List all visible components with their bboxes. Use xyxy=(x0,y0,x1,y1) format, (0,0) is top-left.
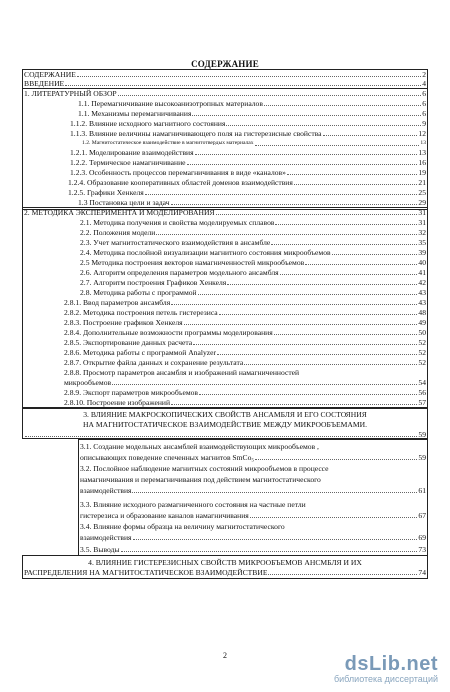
toc-entry-page: 67 xyxy=(418,511,426,520)
toc-entry-page: 52 xyxy=(418,338,426,347)
toc-entry-page: 61 xyxy=(418,486,426,495)
toc-entry-label: намагничивания и перемагничивания под действием магнитостатического xyxy=(80,475,321,484)
toc-entry-label: 2.8.7. Открытие файла данных и сохранение результата xyxy=(64,358,244,367)
toc-entry-page: 2 xyxy=(422,70,426,79)
toc-entry-label: взаимодействия. xyxy=(80,486,134,495)
toc-entry-label: 2. МЕТОДИКА ЭКСПЕРИМЕНТА И МОДЕЛИРОВАНИЯ xyxy=(24,208,215,217)
toc-entry-label: 1.2.4. Образование кооперативных областей доменов взаимодействия xyxy=(68,178,293,187)
toc-entry-label: 2.8.1. Ввод параметров ансамбля xyxy=(64,298,171,307)
toc-entry-page: 4 xyxy=(422,79,426,88)
toc-entry-label: 2.8.3. Построение графиков Хенкеля xyxy=(64,318,183,327)
toc-frame xyxy=(22,407,428,439)
toc-entry-label: 2.8.4. Дополнительные возможности программы моделирования xyxy=(64,328,273,337)
toc-entry-label: 2.3. Учет магнитостатического взаимодействия в ансамбле xyxy=(80,238,271,247)
toc-entry-page: 49 xyxy=(418,318,426,327)
toc-entry-label: СОДЕРЖАНИЕ xyxy=(24,70,76,79)
toc-entry-page: 43 xyxy=(418,288,426,297)
toc-entry-label: 3.4. Влияние формы образца на величину магнитостатического xyxy=(80,522,285,531)
toc-heading-line: НА МАГНИТОСТАТИЧЕСКОЕ ВЗАИМОДЕЙСТВИЕ МЕЖДУ МИКРООБЪЕМАМИ. xyxy=(83,420,367,429)
toc-entry-page: 43 xyxy=(418,298,426,307)
page-title: СОДЕРЖАНИЕ xyxy=(191,59,259,69)
watermark-logo xyxy=(334,653,438,684)
toc-frame xyxy=(22,88,428,210)
toc-entry-page: 12 xyxy=(418,129,426,138)
toc-entry-label: 2.5 Методика построения векторов намагниченностей микрообъемов xyxy=(80,258,305,267)
toc-entry-label: 2.4. Методика послойной визуализации магнитного состояния микрообъемов xyxy=(80,248,331,257)
toc-frame xyxy=(22,207,428,409)
toc-entry-label: 2.8.8. Просмотр параметров ансамбля и изображений намагниченностей xyxy=(64,368,300,377)
toc-entry-label: микрообъемов xyxy=(64,378,112,387)
toc-entry-label: 1.3 Постановка цели и задач xyxy=(78,198,170,207)
toc-entry-label: РАСПРЕДЕЛЕНИЯ НА МАГНИТОСТАТИЧЕСКОЕ ВЗАИМОДЕЙСТВИЕ xyxy=(24,568,268,577)
toc-entry-label: 1.1.3. Влияние величины намагничивающего поля на гистерезисные свойства xyxy=(70,129,322,138)
toc-entry-label: 1. ЛИТЕРАТУРНЫЙ ОБЗОР xyxy=(24,89,117,98)
toc-entry-label: описывающих поведение спеченных магнитов SmCo₅ xyxy=(80,453,255,462)
toc-entry-page: 57 xyxy=(418,398,426,407)
toc-entry-page: 13 xyxy=(418,148,426,157)
watermark-brand: dsLib.net xyxy=(344,653,438,675)
toc-entry-page: 39 xyxy=(418,248,426,257)
toc-entry-label: 2.8.10. Построение изображений xyxy=(64,398,171,407)
toc-entry-page: 6 xyxy=(422,109,426,118)
toc-entry-label: 2.8.2. Методика построения петель гистерезиса xyxy=(64,308,218,317)
toc-entry-page: 31 xyxy=(418,218,426,227)
toc-entry-page: 52 xyxy=(418,348,426,357)
toc-entry-label: 3.1. Создание модельных ансамблей взаимодействующих микрообъемов , xyxy=(80,442,319,451)
toc-entry-page: 69 xyxy=(418,533,426,542)
toc-heading-line: 3. ВЛИЯНИЕ МАКРОСКОПИЧЕСКИХ СВОЙСТВ АНСАМБЛЯ И ЕГО СОСТОЯНИЯ xyxy=(83,410,367,419)
toc-entry-page: 50 xyxy=(418,328,426,337)
toc-entry-label: 2.8.9. Экспорт параметров микрообъемов xyxy=(64,388,199,397)
toc-entry-page: 59 xyxy=(418,453,426,462)
toc-entry-page: 19 xyxy=(418,168,426,177)
toc-entry-page: 40 xyxy=(418,258,426,267)
toc-entry-page: 52 xyxy=(418,358,426,367)
toc-entry-label: 2.8.6. Методика работы с программой Analyzer xyxy=(64,348,217,357)
toc-entry-label: 2.2. Положения модели xyxy=(80,228,156,237)
toc-entry-label: 1.1. Перемагничивание высокоанизотропных материалов xyxy=(78,99,263,108)
toc-entry-page: 31 xyxy=(418,208,426,217)
toc-entry-page: 56 xyxy=(418,388,426,397)
toc-entry-label: 1.2.2. Термическое намагничивание xyxy=(70,158,186,167)
toc-entry-page: 48 xyxy=(418,308,426,317)
toc-entry-label: 2.6. Алгоритм определения параметров модельного ансамбля xyxy=(80,268,279,277)
toc-entry-page: 54 xyxy=(418,378,426,387)
toc-entry-label: 1.1.2. Влияние исходного магнитного состояния xyxy=(70,119,226,128)
toc-entry-label: гистерезиса и образование каналов намагничивания xyxy=(80,511,249,520)
toc-entry-label: 1.2. Магнитостатическое взаимодействие в магнитотвердых материалах xyxy=(82,140,254,146)
table-of-contents xyxy=(0,70,450,640)
toc-entry-label: 2.7. Алгоритм построения Графиков Хенкеля xyxy=(80,278,227,287)
toc-entry-label: 1.2.1. Моделирование взаимодействия xyxy=(70,148,194,157)
toc-entry-page: 6 xyxy=(422,89,426,98)
toc-entry-label: 1.2.3. Особенность процессов перемагничивания в виде «каналов» xyxy=(70,168,286,177)
toc-frame xyxy=(78,439,428,556)
toc-entry-page: 16 xyxy=(418,158,426,167)
toc-entry-page: 13 xyxy=(420,140,426,146)
toc-entry-label: ВВЕДЕНИЕ xyxy=(24,79,65,88)
toc-frame xyxy=(22,555,428,579)
toc-entry-page: 35 xyxy=(418,238,426,247)
toc-entry-label: 1.2.5. Графики Хенкеля xyxy=(68,188,144,197)
toc-entry-page: 74 xyxy=(418,568,426,577)
toc-entry-page: 59 xyxy=(418,430,426,439)
toc-entry-label: 3.5. Выводы xyxy=(80,545,120,554)
toc-entry-page: 41 xyxy=(418,268,426,277)
toc-entry-page: 29 xyxy=(418,198,426,207)
toc-entry-label: взаимодействия xyxy=(80,533,132,542)
toc-entry-label: 2.8.5. Экспортирование данных расчета xyxy=(64,338,193,347)
toc-entry-label: 2.8. Методика работы с программой xyxy=(80,288,197,297)
toc-entry-page: 42 xyxy=(418,278,426,287)
toc-entry-page: 21 xyxy=(418,178,426,187)
toc-entry-label: 3.3. Влияние исходного размагниченного состояния на частные петли xyxy=(80,500,306,509)
toc-entry-page: 32 xyxy=(418,228,426,237)
toc-entry-label: 1.1. Механизмы перемагничивания xyxy=(78,109,192,118)
toc-entry-page: 6 xyxy=(422,99,426,108)
toc-heading-line: 4. ВЛИЯНИЕ ГИСТЕРЕЗИСНЫХ СВОЙСТВ МИКРООБЪЕМОВ АНСМБЛЯ И ИХ xyxy=(88,558,362,567)
toc-entry-label: 2.1. Методика получения и свойства моделируемых сплавов xyxy=(80,218,275,227)
watermark-tagline: библиотека диссертаций xyxy=(333,674,438,684)
toc-entry-label: 3.2. Послойное наблюдение магнитных состояний микрообъемов в процессе xyxy=(80,464,329,473)
toc-entry-page: 73 xyxy=(418,545,426,554)
toc-entry-page: 9 xyxy=(422,119,426,128)
page-number: 2 xyxy=(223,651,227,660)
toc-entry-page: 25 xyxy=(418,188,426,197)
toc-frame xyxy=(22,69,428,89)
